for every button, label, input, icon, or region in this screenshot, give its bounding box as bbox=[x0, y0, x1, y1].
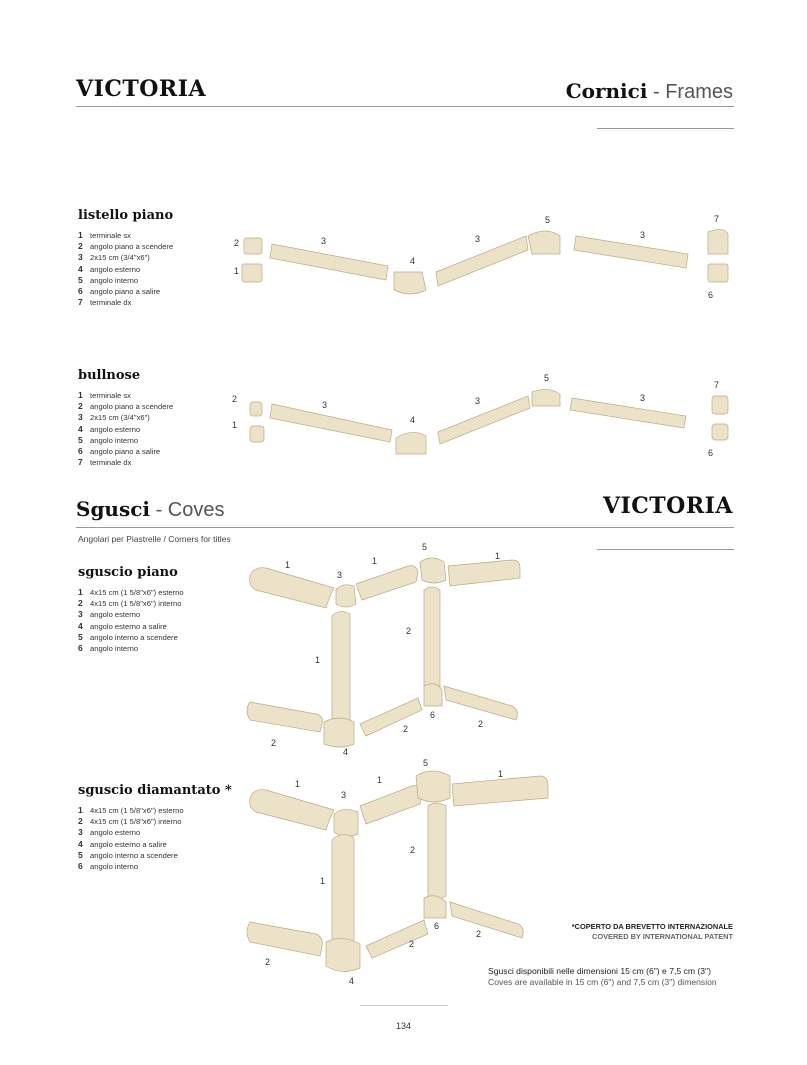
legend-item bbox=[78, 401, 173, 412]
diagram-label: 1 bbox=[295, 779, 301, 789]
tile-piece bbox=[247, 922, 322, 956]
legend-number: 3 bbox=[78, 609, 83, 620]
diagram-label: 3 bbox=[640, 230, 646, 240]
legend-label: angolo piano a salire bbox=[90, 447, 161, 457]
sguscio-diamantato-title: sguscio diamantato * bbox=[78, 783, 232, 798]
sguscio-piano-diagram bbox=[236, 538, 526, 760]
tile-piece bbox=[270, 244, 388, 280]
legend-label: angolo interno bbox=[90, 644, 139, 654]
legend-label: angolo interno bbox=[90, 862, 139, 872]
diagram-label: 5 bbox=[544, 373, 550, 383]
tile-piece bbox=[428, 803, 446, 899]
coves-short-rule bbox=[597, 549, 734, 550]
tile-piece bbox=[712, 424, 728, 440]
brand-logo: VICTORIA bbox=[76, 76, 207, 102]
legend-label: terminale sx bbox=[90, 231, 131, 240]
diagram-label: 1 bbox=[234, 266, 240, 276]
tile-piece bbox=[424, 684, 442, 706]
legend-number: 3 bbox=[78, 827, 83, 838]
legend-label: 2x15 cm (3/4"x6") bbox=[90, 413, 150, 423]
legend-number: 5 bbox=[78, 849, 83, 860]
legend-label: 4x15 cm (1 5/8"x6") interno bbox=[90, 817, 182, 827]
legend-number: 6 bbox=[78, 643, 83, 654]
legend-number: 2 bbox=[78, 816, 83, 827]
diagram-label: 2 bbox=[403, 724, 409, 734]
tile-piece bbox=[326, 938, 360, 971]
tile-piece bbox=[366, 920, 428, 958]
tile-piece bbox=[270, 404, 392, 442]
diagram-label: 3 bbox=[337, 570, 343, 580]
tile-piece bbox=[570, 398, 686, 428]
tile-piece bbox=[712, 396, 728, 414]
legend-label: angolo interno a scendere bbox=[90, 632, 178, 642]
diagram-label: 1 bbox=[498, 769, 504, 779]
legend-label: angolo esterno bbox=[90, 610, 141, 620]
sguscio-piano-title: sguscio piano bbox=[78, 565, 178, 580]
legend-number: 6 bbox=[78, 861, 83, 872]
legend-number: 6 bbox=[78, 286, 83, 297]
diagram-label: 3 bbox=[640, 393, 646, 403]
diagram-label: 2 bbox=[234, 238, 240, 248]
listello-diagram bbox=[226, 206, 736, 306]
tile-piece bbox=[360, 698, 422, 736]
tile-piece bbox=[448, 560, 520, 586]
diagram-label: 5 bbox=[423, 758, 429, 768]
legend-label: angolo esterno a salire bbox=[90, 839, 167, 849]
legend-item bbox=[78, 587, 184, 598]
diagram-label: 6 bbox=[708, 448, 714, 458]
diagram-label: 4 bbox=[410, 415, 416, 425]
tile-piece bbox=[444, 686, 517, 720]
legend-number: 5 bbox=[78, 434, 83, 445]
tile-piece bbox=[424, 587, 440, 691]
legend-number: 5 bbox=[78, 274, 83, 285]
legend-number: 6 bbox=[78, 446, 83, 457]
legend-number: 7 bbox=[78, 297, 83, 308]
diagram-label: 5 bbox=[545, 215, 551, 225]
tile-piece bbox=[708, 264, 728, 282]
bullnose-diagram bbox=[226, 366, 736, 466]
legend-number: 1 bbox=[78, 230, 83, 240]
header-rule bbox=[76, 106, 734, 107]
legend-label: angolo piano a scendere bbox=[90, 242, 174, 252]
sguscio-diamantato-diagram bbox=[236, 756, 556, 992]
header-short-rule bbox=[597, 128, 734, 129]
sguscio-diamantato-legend bbox=[78, 805, 184, 872]
legend-number: 2 bbox=[78, 598, 83, 609]
legend-label: terminale sx bbox=[90, 391, 131, 400]
diagram-label: 2 bbox=[476, 929, 482, 939]
coves-subtitle: Angolari per Piastrelle / Corners for titles bbox=[78, 534, 231, 544]
listello-title: listello piano bbox=[78, 208, 174, 223]
diagram-label: 3 bbox=[475, 234, 481, 244]
page-title-bold: Cornici bbox=[565, 79, 648, 103]
tile-piece bbox=[438, 396, 530, 444]
legend-label: angolo interno bbox=[90, 435, 139, 445]
legend-item bbox=[78, 297, 173, 308]
availability-it: Sgusci disponibili nelle dimensioni 15 cm (6") e 7,5 cm (3") bbox=[488, 966, 711, 976]
coves-brand-logo: VICTORIA bbox=[602, 493, 733, 519]
legend-item bbox=[78, 598, 184, 609]
diagram-label: 7 bbox=[714, 380, 720, 390]
legend-item bbox=[78, 861, 184, 872]
coves-title-bold: Sgusci bbox=[76, 497, 151, 521]
tile-piece bbox=[436, 236, 528, 286]
bullnose-title: bullnose bbox=[78, 368, 141, 383]
legend-number: 7 bbox=[78, 457, 83, 468]
tile-piece bbox=[332, 834, 354, 956]
legend-number: 4 bbox=[78, 620, 83, 631]
legend-label: angolo interno bbox=[90, 275, 139, 285]
diagram-label: 6 bbox=[708, 290, 714, 300]
legend-item bbox=[78, 609, 184, 620]
legend-number: 5 bbox=[78, 631, 83, 642]
diagram-label: 3 bbox=[322, 400, 328, 410]
diagram-label: 2 bbox=[271, 738, 277, 748]
tile-piece bbox=[396, 432, 426, 454]
page-title-sep: - bbox=[647, 81, 666, 103]
legend-item bbox=[78, 643, 184, 654]
tile-piece bbox=[334, 809, 358, 836]
legend-label: terminale dx bbox=[90, 298, 132, 308]
availability-note bbox=[488, 966, 717, 988]
tile-piece bbox=[424, 896, 446, 918]
legend-number: 4 bbox=[78, 838, 83, 849]
diagram-label: 2 bbox=[409, 939, 415, 949]
diagram-label: 6 bbox=[434, 921, 440, 931]
coves-title-light: Coves bbox=[167, 499, 225, 521]
legend-label: 4x15 cm (1 5/8"x6") interno bbox=[90, 599, 182, 609]
legend-number: 4 bbox=[78, 423, 83, 434]
diagram-label: 6 bbox=[430, 710, 436, 720]
legend-item bbox=[78, 446, 173, 457]
legend-number: 3 bbox=[78, 252, 83, 263]
legend-item bbox=[78, 286, 173, 297]
diagram-label: 4 bbox=[410, 256, 416, 266]
legend-number: 1 bbox=[78, 390, 83, 400]
diagram-label: 2 bbox=[406, 626, 412, 636]
legend-number: 1 bbox=[78, 587, 83, 597]
diagram-label: 3 bbox=[475, 396, 481, 406]
legend-label: 2x15 cm (3/4"x6") bbox=[90, 253, 150, 263]
page-title bbox=[566, 79, 733, 104]
legend-number: 2 bbox=[78, 401, 83, 412]
diagram-label: 5 bbox=[422, 542, 428, 552]
tile-piece bbox=[574, 236, 688, 268]
legend-label: angolo interno a scendere bbox=[90, 850, 178, 860]
legend-item bbox=[78, 839, 184, 850]
legend-item bbox=[78, 424, 173, 435]
legend-label: terminale dx bbox=[90, 458, 132, 468]
diagram-label: 2 bbox=[265, 957, 271, 967]
page-number: 134 bbox=[396, 1021, 412, 1031]
tile-piece bbox=[250, 568, 334, 608]
legend-label: 4x15 cm (1 5/8"x6") esterno bbox=[90, 806, 184, 815]
legend-item bbox=[78, 621, 184, 632]
legend-number: 1 bbox=[78, 805, 83, 815]
availability-en: Coves are available in 15 cm (6") and 7,5 cm (3") dimension bbox=[488, 977, 717, 987]
tile-piece bbox=[356, 566, 418, 600]
diagram-label: 3 bbox=[321, 236, 327, 246]
coves-title-sep: - bbox=[150, 499, 168, 521]
patent-note bbox=[572, 922, 733, 942]
legend-label: angolo piano a scendere bbox=[90, 402, 174, 412]
legend-item bbox=[78, 827, 184, 838]
tile-piece bbox=[247, 702, 322, 732]
legend-label: 4x15 cm (1 5/8"x6") esterno bbox=[90, 588, 184, 597]
tile-piece bbox=[242, 264, 262, 282]
tile-piece bbox=[324, 718, 354, 747]
tile-piece bbox=[394, 272, 426, 294]
tile-piece bbox=[336, 585, 356, 607]
tile-piece bbox=[250, 402, 262, 416]
legend-label: angolo esterno bbox=[90, 828, 141, 838]
tile-piece bbox=[528, 231, 560, 254]
footer-rule bbox=[360, 1005, 448, 1006]
diagram-label: 1 bbox=[377, 775, 383, 785]
legend-item bbox=[78, 390, 173, 401]
diagram-label: 1 bbox=[285, 560, 291, 570]
tile-piece bbox=[360, 786, 422, 824]
tile-piece bbox=[420, 558, 446, 583]
diagram-label: 1 bbox=[372, 556, 378, 566]
legend-item bbox=[78, 816, 184, 827]
legend-label: angolo esterno a salire bbox=[90, 621, 167, 631]
tile-piece bbox=[250, 790, 334, 830]
diagram-label: 4 bbox=[343, 747, 349, 757]
patent-line-en: COVERED BY INTERNATIONAL PATENT bbox=[592, 932, 733, 941]
legend-number: 3 bbox=[78, 412, 83, 423]
legend-label: angolo piano a salire bbox=[90, 287, 161, 297]
tile-piece bbox=[532, 389, 560, 406]
legend-number: 2 bbox=[78, 241, 83, 252]
patent-line-it: *COPERTO DA BREVETTO INTERNAZIONALE bbox=[571, 922, 733, 931]
diagram-label: 4 bbox=[349, 976, 355, 986]
legend-item bbox=[78, 275, 173, 286]
legend-item bbox=[78, 632, 184, 643]
sguscio-piano-legend bbox=[78, 587, 184, 654]
diagram-label: 2 bbox=[410, 845, 416, 855]
legend-item bbox=[78, 252, 173, 263]
bullnose-legend bbox=[78, 390, 173, 468]
legend-label: angolo esterno bbox=[90, 424, 141, 434]
tile-piece bbox=[708, 229, 728, 254]
tile-piece bbox=[450, 902, 523, 938]
legend-item bbox=[78, 457, 173, 468]
legend-item bbox=[78, 850, 184, 861]
diagram-label: 1 bbox=[320, 876, 326, 886]
diagram-label: 3 bbox=[341, 790, 347, 800]
legend-item bbox=[78, 435, 173, 446]
legend-item bbox=[78, 264, 173, 275]
tile-piece bbox=[416, 771, 450, 802]
listello-legend bbox=[78, 230, 173, 308]
legend-item bbox=[78, 805, 184, 816]
diagram-label: 2 bbox=[478, 719, 484, 729]
tile-piece bbox=[332, 611, 350, 730]
diagram-label: 7 bbox=[714, 214, 720, 224]
diagram-label: 1 bbox=[495, 551, 501, 561]
tile-piece bbox=[250, 426, 264, 442]
diagram-label: 1 bbox=[315, 655, 321, 665]
legend-item bbox=[78, 241, 173, 252]
tile-piece bbox=[452, 776, 548, 806]
legend-item bbox=[78, 230, 173, 241]
legend-number: 4 bbox=[78, 263, 83, 274]
diagram-label: 1 bbox=[232, 420, 238, 430]
legend-label: angolo esterno bbox=[90, 264, 141, 274]
tile-piece bbox=[244, 238, 262, 254]
page-title-light: Frames bbox=[665, 81, 733, 103]
coves-title bbox=[76, 497, 225, 522]
coves-rule bbox=[76, 527, 734, 528]
diagram-label: 2 bbox=[232, 394, 238, 404]
legend-item bbox=[78, 412, 173, 423]
